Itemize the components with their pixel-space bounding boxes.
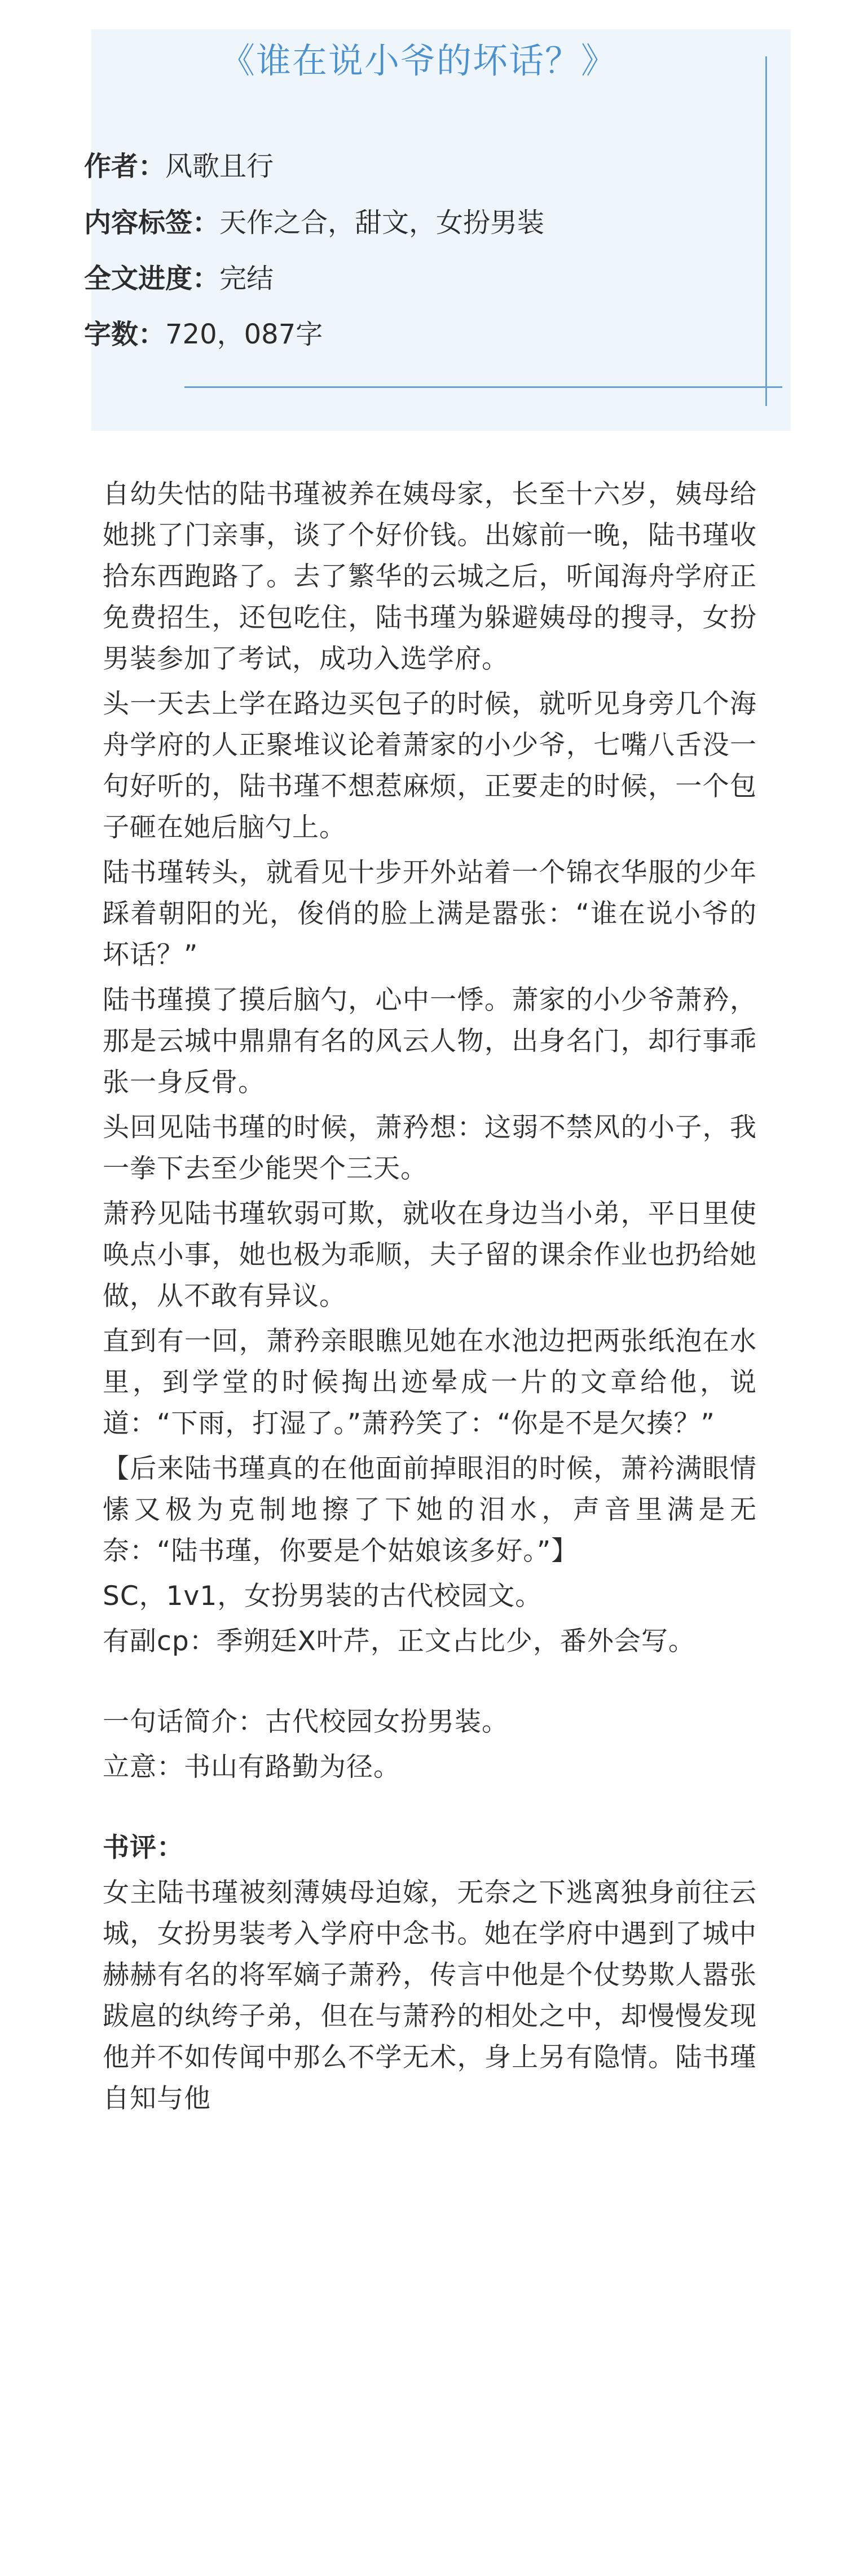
word-count-label: 字数： (84, 319, 166, 350)
synopsis-paragraph: 头一天去上学在路边买包子的时候，就听见身旁几个海舟学府的人正聚堆议论着萧家的小少爷，七嘴八舌没一句好听的，陆书瑾不想惹麻烦，正要走的时候，一个包子砸在她后脑勺上。 (103, 689, 757, 843)
synopsis-paragraph: 直到有一回，萧矜亲眼瞧见她在水池边把两张纸泡在水里，到学堂的时候掏出迹晕成一片的文章给他，说道：“下雨，打湿了。”萧矜笑了：“你是不是欠揍？” (103, 1326, 757, 1439)
progress-value: 完结 (219, 263, 274, 294)
synopsis-paragraph: 陆书瑾转头，就看见十步开外站着一个锦衣华服的少年踩着朝阳的光，俊俏的脸上满是嚣张：“谁在说小爷的坏话？” (103, 857, 757, 971)
card-accent-vertical-line (765, 56, 767, 406)
synopsis-body (103, 474, 757, 2123)
synopsis-paragraph: 有副cp：季朔廷X叶芹，正文占比少，番外会写。 (103, 1626, 695, 1657)
tags-row (84, 203, 544, 242)
synopsis-paragraph: 头回见陆书瑾的时候，萧矜想：这弱不禁风的小子，我一拳下去至少能哭个三天。 (103, 1112, 757, 1184)
card-accent-horizontal-line (184, 386, 782, 388)
word-count-value: 720，087字 (165, 319, 323, 350)
author-label: 作者： (84, 151, 166, 182)
synopsis-paragraph: 萧矜见陆书瑾软弱可欺，就收在身边当小弟，平日里使唤点小事，她也极为乖顺，夫子留的课余作业也扔给她做，从不敢有异议。 (103, 1198, 757, 1312)
review-text: 女主陆书瑾被刻薄姨母迫嫁，无奈之下逃离独身前往云城，女扮男装考入学府中念书。她在学府中遇到了城中赫赫有名的将军嫡子萧矜，传言中他是个仗势欺人嚣张跋扈的纨绔子弟，但在与萧矜的相处之中，却慢慢发现他并不如传闻中那么不学无术，身上另有隐情。陆书瑾自知与他 (103, 1877, 757, 2114)
tags-value: 天作之合，甜文，女扮男装 (219, 207, 545, 239)
review-heading: 书评： (103, 1832, 184, 1863)
progress-row (84, 259, 274, 298)
synopsis-paragraph: SC，1v1，女扮男装的古代校园文。 (103, 1581, 543, 1612)
synopsis-paragraph: 自幼失怙的陆书瑾被养在姨母家，长至十六岁，姨母给她挑了门亲事，谈了个好价钱。出嫁前一晚，陆书瑾收拾东西跑路了。去了繁华的云城之后，听闻海舟学府正免费招生，还包吃住，陆书瑾为躲避姨母的搜寻，女扮男装参加了考试，成功入选学府。 (103, 479, 757, 674)
book-title: 《谁在说小爷的坏话？》 (220, 40, 618, 81)
word-count-row (84, 315, 323, 354)
author-row (84, 147, 274, 186)
author-value: 风歌且行 (165, 151, 274, 182)
theme-statement: 立意：书山有路勤为径。 (103, 1752, 400, 1783)
synopsis-paragraph: 陆书瑾摸了摸后脑勺，心中一悸。萧家的小少爷萧矜，那是云城中鼎鼎有名的风云人物，出身名门，却行事乖张一身反骨。 (103, 985, 757, 1098)
synopsis-paragraph: 【后来陆书瑾真的在他面前掉眼泪的时候，萧衿满眼情愫又极为克制地擦了下她的泪水，声音里满是无奈：“陆书瑾，你要是个姑娘该多好。”】 (103, 1453, 757, 1567)
tags-label: 内容标签： (84, 207, 220, 239)
progress-label: 全文进度： (84, 263, 220, 294)
one-liner: 一句话简介：古代校园女扮男装。 (103, 1706, 509, 1737)
